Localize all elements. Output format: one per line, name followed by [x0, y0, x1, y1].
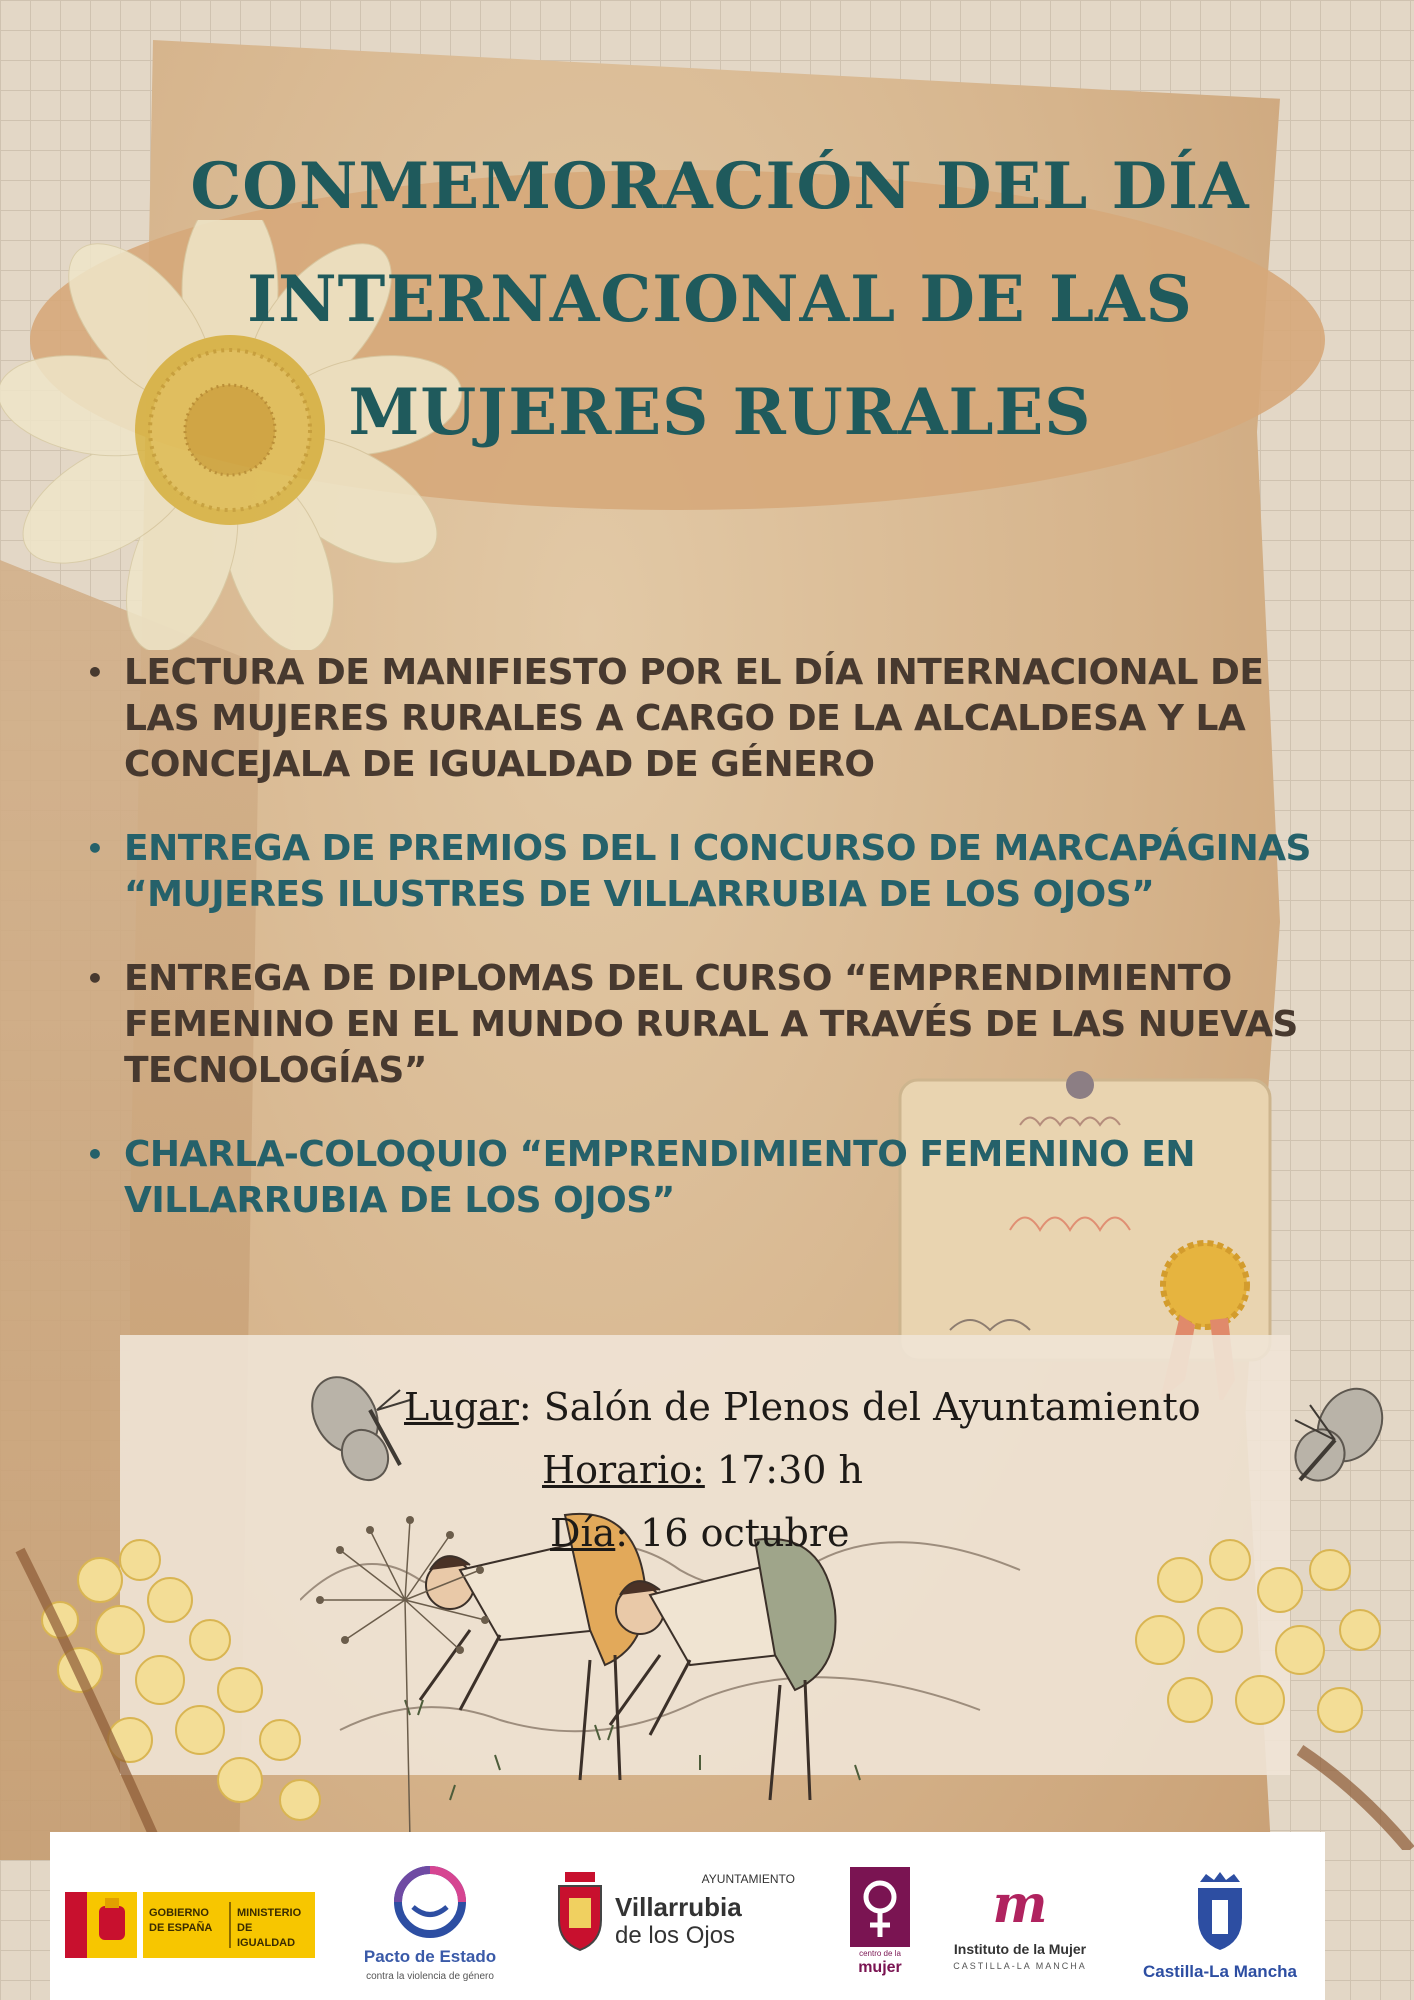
title-line-3: MUJERES RURALES — [348, 375, 1092, 450]
ayuntamiento-name-1: Villarrubia — [615, 1892, 742, 1922]
sponsor-logos-bar — [50, 1832, 1325, 2000]
gobierno-espana-logo — [65, 1892, 315, 1962]
place-info — [404, 1385, 1201, 1429]
title-line-1: CONMEMORACIÓN DEL DÍA — [190, 149, 1250, 224]
day-label: Día — [550, 1511, 616, 1555]
place-value: : Salón de Plenos del Ayuntamiento — [518, 1385, 1201, 1429]
activity-item: • ENTREGA DE DIPLOMAS DEL CURSO “EMPRENDIMIENTO FEMENINO EN EL MUNDO RURAL A TRAVÉS DE LAS NUEVAS TECNOLOGÍAS” — [86, 956, 1336, 1094]
time-info — [542, 1448, 863, 1492]
dill-plant-decoration — [300, 1510, 500, 1840]
place-label: Lugar — [404, 1385, 519, 1429]
coat-of-arms-icon — [87, 1892, 137, 1958]
activity-item: • ENTREGA DE PREMIOS DEL I CONCURSO DE MARCAPÁGINAS “MUJERES ILUSTRES DE VILLARRUBIA DE LOS OJOS” — [86, 826, 1336, 918]
instituto-m-icon: m — [992, 1874, 1048, 1935]
ministerio-text: MINISTERIO DE IGUALDAD — [237, 1907, 302, 1949]
pacto-estado-logo — [345, 1857, 515, 1997]
right-yellow-flowers-decoration — [1100, 1520, 1414, 1850]
title-line-2: INTERNACIONAL DE LAS — [247, 262, 1193, 337]
day-value: : 16 octubre — [615, 1511, 850, 1555]
ayuntamiento-villarrubia-logo — [555, 1862, 805, 1962]
time-value: 17:30 h — [704, 1448, 863, 1492]
spain-flag-icon — [65, 1892, 87, 1958]
butterfly-right-decoration — [1280, 1385, 1390, 1495]
clm-name: Castilla-La Mancha — [1143, 1962, 1297, 1981]
activities-list — [86, 650, 1336, 1262]
butterfly-left-decoration — [305, 1370, 415, 1490]
castle-crown-icon — [1190, 1872, 1250, 1952]
activity-item: • LECTURA DE MANIFIESTO POR EL DÍA INTERNACIONAL DE LAS MUJERES RURALES A CARGO DE LA ALCALDESA Y LA CONCEJALA DE IGUALDAD DE GÉNERO — [86, 650, 1336, 788]
centro-mujer-logo — [850, 1867, 910, 1987]
instituto-name: Instituto de la Mujer — [953, 1941, 1087, 1957]
venus-symbol-icon — [850, 1867, 910, 1947]
instituto-region: CASTILLA-LA MANCHA — [953, 1961, 1087, 1971]
gobierno-text: GOBIERNO DE ESPAÑA — [149, 1907, 213, 1934]
event-title — [150, 130, 1290, 469]
time-label: Horario: — [542, 1448, 705, 1492]
pacto-subtitle: contra la violencia de género — [366, 1971, 494, 1982]
castilla-la-mancha-logo — [1130, 1872, 1310, 1992]
ayuntamiento-name-2: de los Ojos — [615, 1922, 736, 1949]
pacto-ring-icon — [345, 1857, 515, 1947]
instituto-mujer-logo — [940, 1874, 1100, 1987]
town-shield-icon — [555, 1872, 605, 1952]
centro-top-text: centro de la — [859, 1949, 901, 1958]
ayuntamiento-label: AYUNTAMIENTO — [701, 1872, 795, 1886]
day-info — [550, 1511, 849, 1555]
pacto-title: Pacto de Estado — [363, 1947, 497, 1966]
activity-item: • CHARLA-COLOQUIO “EMPRENDIMIENTO FEMENINO EN VILLARRUBIA DE LOS OJOS” — [86, 1132, 1336, 1224]
centro-bottom-text: mujer — [858, 1959, 902, 1976]
gobierno-box — [143, 1892, 315, 1958]
logo-divider — [229, 1902, 231, 1948]
